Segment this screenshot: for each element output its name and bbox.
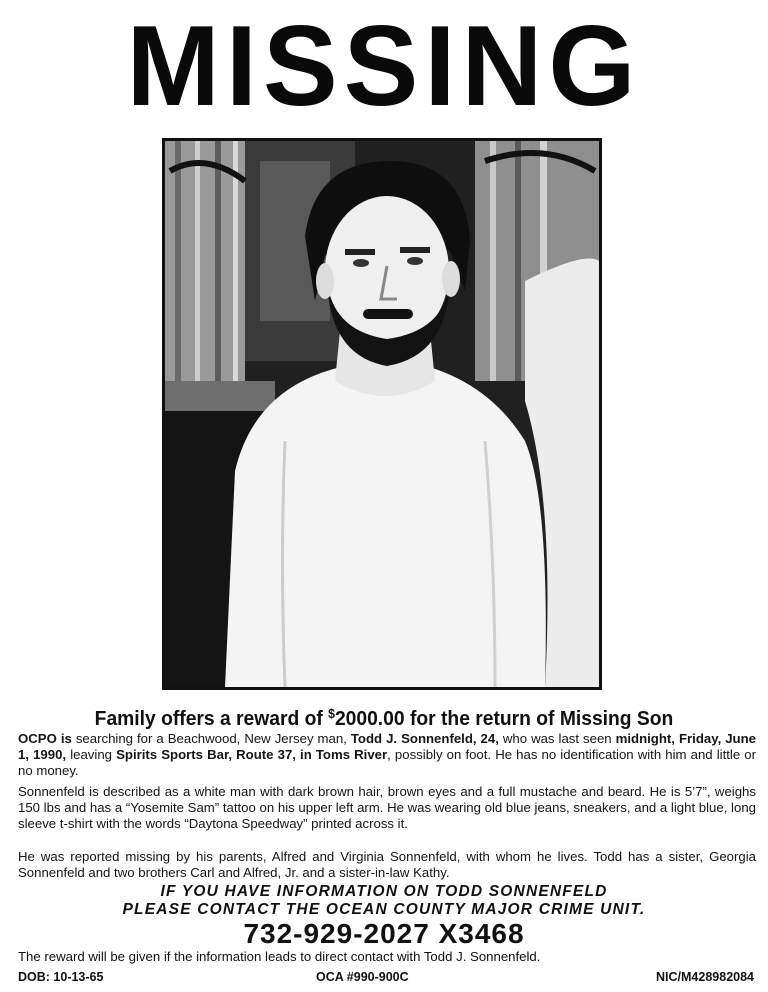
last-seen-location: Spirits Sports Bar, Route 37, in Toms River (116, 747, 388, 762)
call-to-action-line-1: IF YOU HAVE INFORMATION ON TODD SONNENFELD (160, 883, 608, 900)
agency-lead: OCPO is (18, 731, 72, 746)
nic-number: NIC/M428982084 (656, 970, 754, 984)
paragraph-text: leaving (66, 747, 117, 762)
reward-currency: $ (328, 706, 335, 721)
date-of-birth: DOB: 10-13-65 (18, 970, 104, 984)
paragraph-text: searching for a Beachwood, New Jersey man, (71, 731, 351, 746)
last-seen-date: midnight, Friday, June 1, 1990, (18, 731, 757, 762)
photo-image (165, 141, 599, 687)
reward-amount: 2000.00 (334, 707, 405, 730)
missing-person-name: Todd J. Sonnenfeld, 24, (350, 731, 499, 746)
paragraph-text: who was last seen (498, 731, 616, 746)
missing-person-photo (162, 138, 602, 690)
headline: MISSING (126, 1, 642, 130)
contact-phone: 732-929-2027 X3468 (243, 918, 525, 949)
reward-text-after: for the return of Missing Son (404, 707, 674, 730)
reward-note: The reward will be given if the information leads to direct contact with Todd J. Sonnenfeld. (18, 949, 541, 964)
reward-heading (23, 700, 745, 733)
call-to-action-line-2: PLEASE CONTACT THE OCEAN COUNTY MAJOR CRIME UNIT. (122, 901, 646, 918)
paragraph-text: , possibly on foot. He has no identification with him and little or no money. (18, 747, 756, 778)
description-paragraph-3: He was reported missing by his parents, Alfred and Virginia Sonnenfeld, with whom he lives. Todd has a sister, Georgia Sonnenfeld and two brothers Carl and Alfred, Jr. and a sister-in-law Kathy. (18, 849, 756, 880)
footer (18, 968, 754, 986)
oca-number: OCA #990-900C (316, 970, 409, 984)
description-paragraph-2: Sonnenfeld is described as a white man with dark brown hair, brown eyes and a full mustache and beard. He is 5’7”, weighs 150 lbs and has a “Yosemite Sam” tattoo on his upper left arm. He was wearing old blue jeans, sneakers, and a light blue, long sleeve t-shirt with the words “Daytona Speedway” printed across it. (18, 784, 756, 831)
reward-text-before: Family offers a reward of (94, 707, 329, 730)
description-paragraph-1 (18, 731, 756, 779)
